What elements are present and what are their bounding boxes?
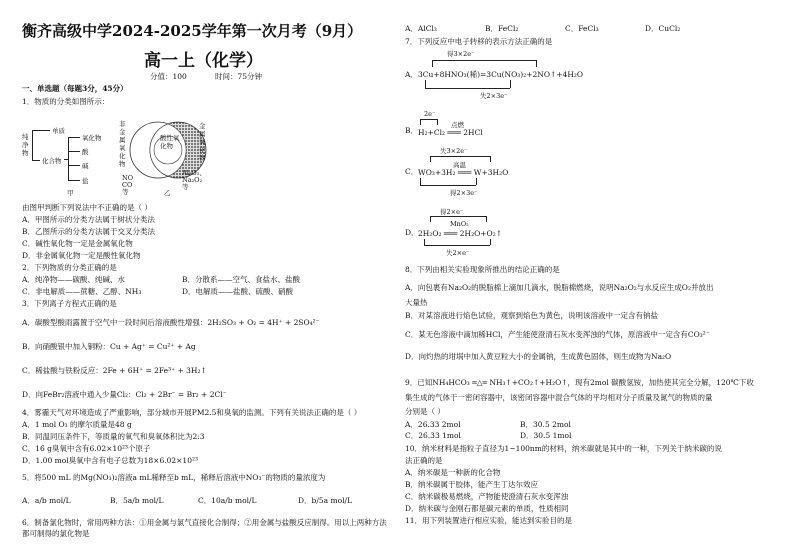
question-5: 5．将500 mL 的Mg(NO₃)₂溶液a mL稀释至b mL，稀释后溶液中NO₃⁻的物质的量浓度为 — [22, 473, 326, 482]
q7d-loss: 失2×e⁻ — [446, 249, 470, 257]
exam-title: 衡齐高级中学2024-2025学年第一次月考（9月） — [22, 22, 363, 40]
q7c-gain: 得2×3e⁻ — [450, 189, 478, 197]
q7d-gain: 得2×e⁻ — [440, 208, 464, 216]
q6-option-c: C．FeCl₃ — [565, 24, 599, 33]
q7c-loss: 失3×2e⁻ — [440, 147, 468, 155]
label-no-co: NO CO等 — [122, 174, 134, 196]
question-10: 10．纳米材料是指粒子直径为1~100nm的材料，纳米碳就是其中的一种，下列关于纳米碳的说 — [405, 444, 722, 453]
q5-option-a: A．a/b mol/L — [22, 496, 71, 505]
q4-option-b: B．同温同压条件下，等质量的氧气和臭氧体积比为2:3 — [22, 432, 205, 441]
q3-option-d: D．向FeBr₂溶液中通入少量Cl₂：Cl₂ + 2Br⁻ = Br₂ + 2Cl⁻ — [22, 390, 227, 399]
q7d-equation: 2H₂O₂ ═══ 2H₂O+O₂↑ — [418, 229, 502, 238]
label-oxide: 氧化物 — [82, 134, 102, 142]
q1-option-b: B．乙图所示的分类方法属于交叉分类法 — [22, 227, 156, 236]
q8-option-d: D．向灼热的坩埚中加入黄豆粒大小的金属钠，生成黄色固体，则生成物为Na₂O — [405, 352, 672, 361]
q6-option-b: B．FeCl₂ — [485, 24, 519, 33]
label-acid: 酸 — [82, 148, 89, 156]
q2-option-c: C．非电解质——蔗糖、乙醇、NH₃ — [22, 287, 142, 296]
label-nonmetal-oxide: 非金属氧化物 — [119, 120, 126, 168]
q4-option-a: A．1 mol O₃ 的摩尔质量是48 g — [22, 420, 132, 429]
question-9: 9．已知NH₄HCO₃ ═△═ NH₃↑+CO₂↑+H₂O↑，现有2mol 碳酸氢铵，加热使其完全分解，120℃下收 — [405, 378, 754, 387]
q8-option-a-cont: 大量热 — [405, 298, 428, 307]
q1-option-d: D．非金属氧化物一定是酸性氧化物 — [22, 251, 141, 260]
question-7: 7．下列反应中电子转移的表示方法正确的是 — [405, 37, 553, 46]
question-10-line2: 法正确的是 — [405, 456, 443, 465]
q1-option-a: A．甲图所示的分类方法属于树状分类法 — [22, 215, 155, 224]
label-metal-oxide: 金属氧化物 — [199, 122, 206, 162]
q10-option-a: A．纳米碳是一种新的化合物 — [405, 468, 501, 477]
question-4: 4．雾霾天气对环境造成了严重影响，部分城市开展PM2.5和臭氧的监测。下列有关说法正确的是（ ） — [22, 408, 362, 417]
caption-yi: 乙 — [164, 189, 171, 197]
label-pure: 纯净物 — [22, 133, 29, 157]
q7b-condition: 点燃 — [451, 121, 464, 129]
q7c-condition: 高温 — [453, 161, 466, 169]
q7a-label: A． — [405, 70, 418, 79]
q8-option-c: C．某无色溶液中滴加稀HCl，产生能使澄清石灰水变浑浊的气体，原溶液中一定含有CO₃²⁻ — [405, 330, 710, 339]
label-acidic-oxide: 酸性氧化物 — [160, 134, 180, 150]
question-3: 3．下列离子方程式正确的是 — [22, 299, 117, 308]
q3-option-c: C．稀盐酸与铁粉反应：2Fe + 6H⁺ = 2Fe³⁺ + 3H₂↑ — [22, 366, 207, 375]
question-9-line2: 集生成的气体于一密闭容器中，该密闭容器中混合气体的平均相对分子质量及氮气的物质的量 — [405, 393, 713, 402]
section-title: 一、单选题（每题3分，45分） — [22, 84, 128, 93]
q7a-equation: 3Cu+8HNO₃(稀)=3Cu(NO₃)₂+2NO↑+4H₂O — [418, 70, 584, 79]
q9-option-b: B．30.5 2mol — [520, 420, 571, 429]
time-info: 时间：75分钟 — [215, 72, 263, 81]
caption-jia: 甲 — [67, 189, 74, 197]
q10-option-b: B．纳米碳属于胶体，能产生丁达尔效应 — [405, 480, 539, 489]
q9-option-c: C．26.33 1mol — [405, 431, 461, 440]
question-6: 6．制备氯化物时，常用两种方法：①用金属与氯气直接化合制得；②用金属与盐酸反应制得。用以上两种方法都可制得的氯化物是 — [22, 518, 387, 538]
score-info: 分值：100 — [150, 72, 187, 81]
q2-option-d: D．电解质——盐酸、硫酸、硝酸 — [182, 287, 294, 296]
label-single: 单质 — [52, 127, 65, 135]
label-al2o3: Al₂O₃、Na₂O₂等 — [182, 169, 206, 191]
label-salt: 盐 — [82, 177, 89, 185]
label-compound: 化合物 — [42, 157, 62, 165]
q8-option-a: A．向包裹有Na₂O₂的脱脂棉上滴加几滴水，脱脂棉燃烧，说明Na₂O₂与水反应生成O₂并放出 — [405, 283, 714, 292]
q7b-electrons: 2e⁻ — [424, 110, 436, 118]
label-base: 碱 — [82, 162, 89, 170]
exam-subtitle: 高一上（化学） — [144, 51, 263, 71]
q8-option-b: B．对某溶液进行焰色试验，观察到焰色为黄色，说明该溶液中一定含有钠盐 — [405, 311, 659, 320]
question-11: 11．用下列装置进行相应实验，能达到实验目的是 — [405, 516, 573, 525]
question-1: 1．物质的分类如图所示： — [22, 97, 110, 106]
q7c-label: C． — [405, 167, 419, 176]
question-2: 2．下列物质的分类正确的是 — [22, 263, 117, 272]
q5-option-d: D．b/5a mol/L — [298, 496, 353, 505]
q1-option-c: C．碱性氧化物一定是金属氧化物 — [22, 239, 133, 248]
q1-stem: 由图甲判断下列说法中不正确的是（ ） — [22, 203, 152, 212]
q7b-label: B． — [405, 126, 419, 135]
q3-option-a: A．碳酸型酸雨露置于空气中一段时间后溶液酸性增强：2H₂SO₃ + O₂ = 4H⁺ + 2SO₄²⁻ — [22, 318, 320, 327]
q7c-equation: WO₃+3H₂ ═══ W+3H₂O — [418, 168, 509, 177]
q9-option-d: D．30.5 1mol — [520, 431, 572, 440]
q10-option-c: C．纳米碳极易燃烧，产物能使澄清石灰水变浑浊 — [405, 492, 569, 501]
q7d-label: D． — [405, 228, 419, 237]
q7a-gain: 得3×2e⁻ — [447, 50, 475, 58]
question-8: 8．下列由相关实验现象所推出的结论正确的是 — [405, 265, 560, 274]
question-9-line3: 分别是（ ） — [405, 407, 445, 416]
q9-option-a: A．26.33 2mol — [405, 420, 461, 429]
q10-option-d: D．纳米碳与金刚石都是碳元素的单质，性质相同 — [405, 504, 569, 513]
q5-option-c: C．10a/b mol/L — [198, 496, 257, 505]
q7a-loss: 失2×3e⁻ — [480, 92, 508, 100]
q3-option-b: B．向硝酸银中加入铜粉：Cu + Ag⁺ = Cu²⁺ + Ag — [22, 342, 196, 351]
q5-option-b: B．5a/b mol/L — [110, 496, 164, 505]
q7b-equation: H₂+Cl₂ ═══ 2HCl — [418, 128, 483, 137]
q6-option-d: D．CuCl₂ — [645, 24, 681, 33]
q4-option-c: C．16 g臭氧中含有6.02×10²³个原子 — [22, 444, 151, 453]
q6-option-a: A．AlCl₃ — [405, 24, 437, 33]
q4-option-d: D．1.00 mol臭氧中含有电子总数为18×6.02×10²³ — [22, 456, 198, 465]
q7d-catalyst: MnO₂ — [450, 220, 469, 228]
q2-option-a: A．纯净物——碳酸、纯碱、水 — [22, 275, 125, 284]
q2-option-b: B．分散系——空气、食盐水、盐酸 — [182, 275, 301, 284]
